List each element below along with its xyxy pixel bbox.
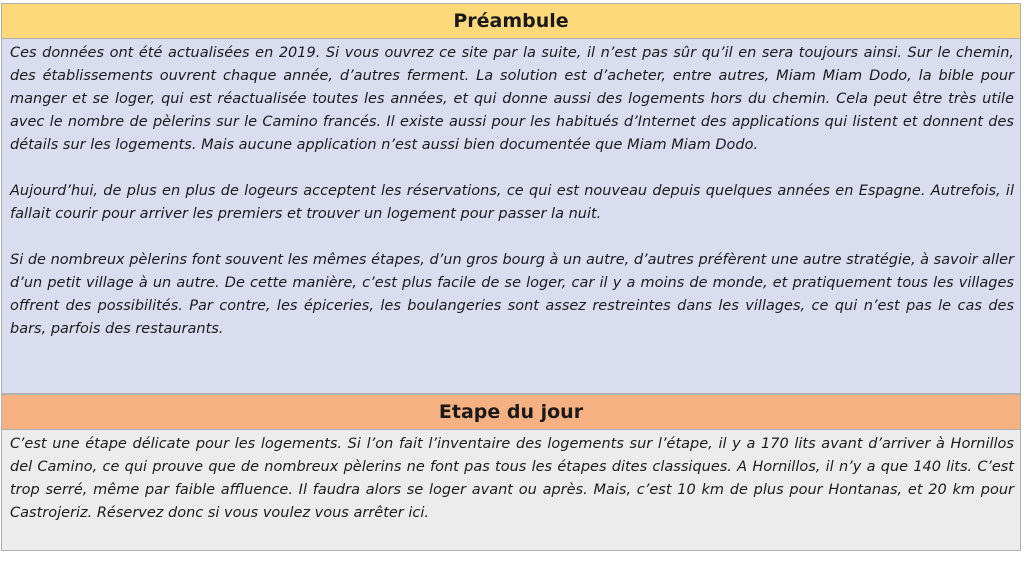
etape-paragraph-1: C’est une étape délicate pour les logements. Si l’on fait l’inventaire des logements sur l’étape, il y a 170 lits avant d’arriver à Hornillos del Camino, ce qui prouve que de nombreux pèlerins ne font pas tous les étapes dites classiques. A Hornillos, il n’y a que 140 lits. C’est trop serré, même par faible affluence. Il faudra alors se loger avant ou après. Mais, c’est 10 km de plus pour Hontanas, et 20 km pour Castrojeriz. Réservez donc si vous voulez vous arrêter ici.	[10, 436, 1014, 521]
preambule-body	[1, 39, 1021, 394]
etape-body	[1, 430, 1021, 551]
preambule-paragraph-2: Aujourd’hui, de plus en plus de logeurs acceptent les réservations, ce qui est nouveau depuis quelques années en Espagne. Autrefois, il fallait courir pour arriver les premiers et trouver un logement pour passer la nuit.	[10, 183, 1014, 222]
preambule-paragraph-1: Ces données ont été actualisées en 2019. Si vous ouvrez ce site par la suite, il n’est pas sûr qu’il en sera toujours ainsi. Sur le chemin, des établissements ouvrent chaque année, d’autres ferment. La solution est d’acheter, entre autres, Miam Miam Dodo, la bible pour manger et se loger, qui est réactualisée toutes les années, et qui donne aussi des logements hors du chemin. Cela peut être très utile avec le nombre de pèlerins sur le Camino francés. Il existe aussi pour les habitués d’Internet des applications qui listent et donnent des détails sur les logements. Mais aucune application n’est aussi bien documentée que Miam Miam Dodo.	[10, 45, 1014, 153]
preambule-title: Préambule	[453, 10, 569, 32]
preambule-header	[1, 3, 1021, 39]
preambule-paragraph-3: Si de nombreux pèlerins font souvent les mêmes étapes, d’un gros bourg à un autre, d’autres préfèrent une autre stratégie, à savoir aller d’un petit village à un autre. De cette manière, c’est plus facile de se loger, car il y a moins de monde, et pratiquement tous les villages offrent des possibilités. Par contre, les épiceries, les boulangeries sont assez restreintes dans les villages, ce qui n’est pas le cas des bars, parfois des restaurants.	[10, 252, 1014, 337]
etape-title: Etape du jour	[438, 401, 584, 423]
etape-header	[1, 394, 1021, 430]
document-page	[1, 3, 1021, 551]
